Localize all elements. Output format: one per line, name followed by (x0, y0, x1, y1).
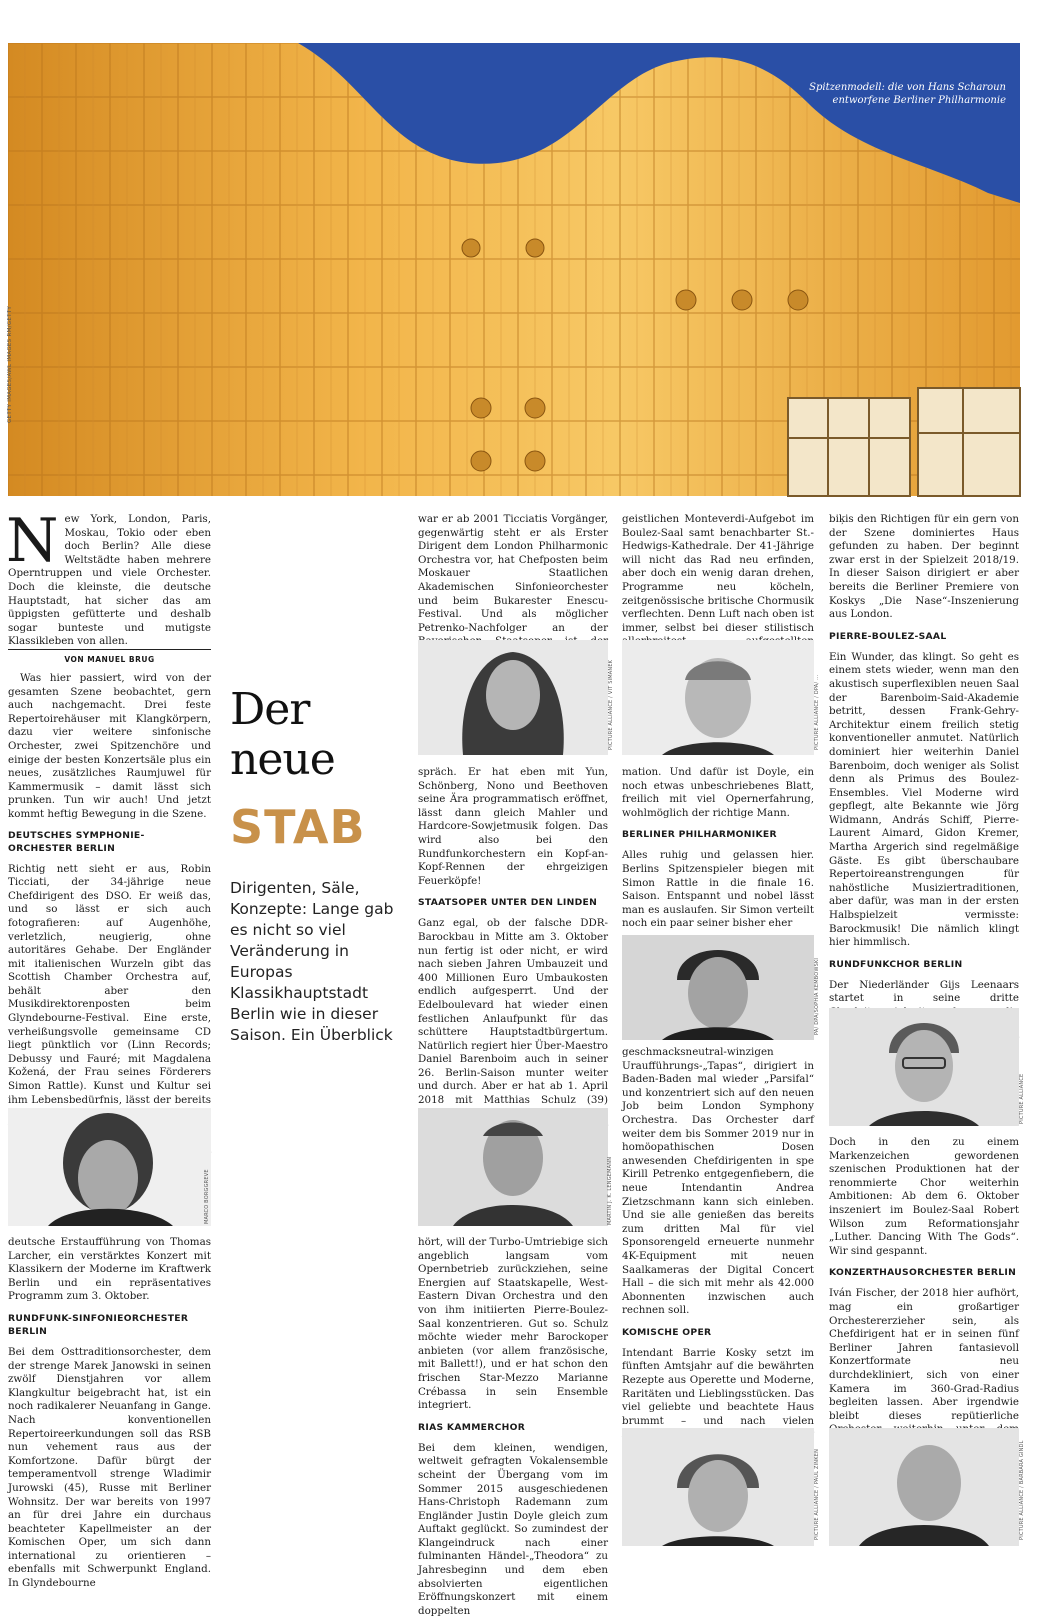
paragraph: Doch in den zu einem Markenzeichen gewordenen szenischen Produktionen hat der renommierte Chor weiterhin Ambitionen: Ab dem 6. Oktober inszeniert im Boulez-Saal Robert Wilson zum Reformationsjahr „Luther. Dancing With The Gods“. Wir sind gespannt. (829, 1136, 1019, 1257)
paragraph: Intendant Barrie Kosky setzt im fünften Amtsjahr auf die bewährten Rezepte aus Operette und Moderne, Raritäten und Lieblingsstücken. Das viel geliebte und beachtete Haus brummt – und nach vielen (622, 1346, 814, 1427)
credit-petrenko: PA/ DPA/SOPHIA KEMBOWSKI (814, 957, 820, 1035)
paragraph: Der Niederländer Gijs Leenaars startet in seine dritte (829, 978, 1019, 1005)
paragraph: Iván Fischer, der 2018 hier aufhört, mag ein großartiger Orchestererzieher sein, als Chefdirigent hat er in seinen fünf Berliner Jahren fantasievoll Konzertformate neu durchdekliniert, sich von einer Kamera im 360-Grad-Radius begleiten lassen. Aber irgendwie bleibt dieses repütierliche (829, 1287, 1019, 1422)
credit-eschenbach: PICTURE ALLIANCE / BARBARA GINDL (1019, 1440, 1025, 1540)
heading-rsb-2: BERLIN (8, 1325, 48, 1337)
paragraph: spräch. Er hat eben mit Yun, Schönberg, Nono und Beethoven seine Ära programmatisch eröffnet, lässt dann gleich Mahler und Hardcore-Sowjetmusik folgen. Das wird also bei den Rundfunkorchestern ein Kopf-an-Kopf-Rennen der ehrgeizigen Feuerköpfe! (418, 766, 608, 887)
paragraph: war er ab 2001 Ticciatis Vorgänger, gegenwärtig steht er als Erster Dirigent dem London Philharmonic Orchestra vor, hat Chefposten beim Moskauer Staatlichen Akademischen Sinfonieorchester und beim Bukarester Enescu-Festival. Und als möglicher Petrenko-Nachfolger an der (418, 513, 608, 634)
intro-text: ew York, London, Paris, Moskau, Tokio oder eben doch Berlin? Alle diese Weltstädte haben mehrere Operntruppen und viele Orchester. Doch die kleinste, die deutsche Hauptstadt, hat sicher das am üppigsten gefütterte und deshalb sogar bunteste und mutigste Klassikleben von allen. (8, 513, 211, 648)
byline-rule (8, 649, 211, 650)
windows (788, 388, 1020, 496)
byline: VON MANUEL BRUG (64, 655, 155, 664)
portrait-petrenko (622, 935, 814, 1040)
credit-leenaars: PICTURE ALLIANCE (1019, 1073, 1025, 1124)
column-1-body (8, 672, 211, 1175)
caption-line-1: Spitzenmodell: die von Hans Scharoun (809, 82, 1006, 93)
paragraph: Richtig nett sieht er aus, Robin Ticciati, der 34-jährige neue Chefdirigent des DSO. Er weiß das, und so lässt er sich auch fotografieren: auf Augenhöhe, verletzlich, neugierig, ohne autoritäres Gehabe. Der Engländer mit italienischen Wurzeln gibt das Scottish Chamber Orchestra auf, behält aber den Musikdirektorenposten beim Glyndebourne-Festival. Eine erste, verheißungsvolle gemeinsame CD liegt pünktlich vor (Linn Records; Debussy und Fauré; mit Magdalena Kožená, der Frau seines Förderers Simon Rattle). Kunst und Kultur sei ihm Lebensbedürfnis, lässt der bereits (8, 862, 211, 1106)
column-1-lower (8, 1236, 211, 1591)
dropcap: N (6, 506, 59, 576)
paragraph: Alles ruhig und gelassen hier. Berlins Spitzenspieler biegen mit Simon Rattle in die finale 16. Saison. Entspannt und nobel lässt man es auslaufen. Sir Simon verteilt noch ein paar seiner bisher eher (622, 849, 814, 930)
paragraph: geschmacksneutral-winzigen Uraufführungs-„Tapas“, dirigiert in Baden-Baden mal wieder „Parsifal“ und konzentriert sich auf den neuen Job beim London Symphony Orchestra. Das Orchester darf weiter dem bis Sommer 2019 nur in homöopathischen Dosen anwesenden Chefdirigenten in spe Kirill Petrenko entgegenfiebern, die neue Intendantin Andrea Zietzschmann kann sich einleben. Und sie alle genießen das bereits zum dritten Mal für viel Sponsorengeld erneuerte nunmehr 4K-Equipment mit neuen Saalkameras der Digital Concert Hall – die sich mit mehr als 42.000 Abonnenten inzwischen auch rechnen soll. (622, 1046, 814, 1317)
lead-text: Dirigenten, Säle, Konzepte: Lange gab es nicht so viel Veränderung in Europas Klassikhauptstadt Berlin wie in dieser Saison. Ein Überblick (230, 879, 394, 1044)
paragraph: Ganz egal, ob der falsche DDR-Barockbau in Mitte am 3. Oktober nun fertig ist oder nicht, er wird nach sieben Jahren Umbauzeit und 400 Millionen Euro Umbaukosten endlich aufgesperrt. Und der Edelboulevard hat wieder einen festlichen Anlaufpunkt für das schüttere Hauptstadtbürgertum. Natürlich regiert hier Über-Maestro Daniel Barenboim auch in seiner 26. Berlin-Saison munter weiter und durch. Aber er hat ab 1. April 2018 mit Matthias Schulz (39) (418, 917, 608, 1107)
heading-rsb-1: RUNDFUNK-SINFONIEORCHESTER (8, 1312, 189, 1324)
credit-schulz: MARTIN J. K. LENGEMANN (607, 1156, 613, 1225)
heading-konzerthaus: KONZERTHAUSORCHESTER BERLIN (829, 1267, 1017, 1279)
credit-doyle: PICTURE ALLIANCE / DPA/ ... (814, 674, 820, 750)
paragraph: Bei dem kleinen, wendigen, weltweit gefragten Vokalensemble scheint der Übergang vom im Sommer 2015 ausgeschiedenen Hans-Christoph Rademann zum Engländer Justin Doyle gleich zum Auftakt geglückt. So zumindest der Klangeindruck nach einer fulminanten Händel-„Theodora“ zu Jahresbeginn und dem eben absolvierten eigentlichen Eröffnungskonzert mit einem doppelten (418, 1441, 608, 1617)
heading-philharmoniker: BERLINER PHILHARMONIKER (622, 829, 777, 841)
column-2-lower (418, 1236, 608, 1618)
portrait-jurowski (418, 640, 608, 755)
intro-paragraph (6, 506, 211, 649)
heading-staatsoper: STAATSOPER UNTER DEN LINDEN (418, 897, 598, 909)
column-1 (6, 506, 211, 649)
portrait-leenaars (829, 1008, 1019, 1126)
paragraph: hört, will der Turbo-Umtriebige sich angeblich langsam vom Opernbetrieb zurückziehen, seine Energien auf Staatskapelle, West-Eastern Divan Orchestra und den von ihm initiierten Pierre-Boulez-Saal konzentrieren. Gut so. Schulz möchte wieder mehr Barockoper anbieten (vor allem französische, mit Ballett!), und er hat schon den frischen Star-Mezzo Marianne Crébassa in sein Ensemble integriert. (418, 1236, 608, 1412)
headline-line-1: Der (230, 684, 310, 735)
headline-accent: STAB (230, 800, 366, 854)
heading-dso-2: ORCHESTER BERLIN (8, 842, 116, 854)
portrait-eschenbach (829, 1428, 1019, 1546)
heading-rias: RIAS KAMMERCHOR (418, 1421, 526, 1433)
headline (230, 685, 335, 785)
portrait-ticciati (8, 1108, 211, 1226)
paragraph: deutsche Erstaufführung von Thomas Larcher, ein verstärktes Konzert mit Klassikern der Moderne im Kraftwerk Berlin und ein repräsentatives Programm zum 3. Oktober. (8, 1236, 211, 1303)
heading-dso-1: DEUTSCHES SYMPHONIE- (8, 829, 145, 841)
paragraph: Bei dem Osttraditionsorchester, dem der strenge Marek Janowski in seinen zwölf Dienstjahren vor allem Klangkultur beigebracht hat, ist ein noch radikalerer Neuanfang in Gange. Nach konventionellen Repertoireerkundungen soll das RSB nun vehement raus aus der Komfortzone. Dafür bürgt der temperamentvoll strenge Wladimir Jurowski (45), Russe mit Berliner Wohnsitz. Der war bereits von 1997 an für drei Jahre ein durchaus beachteter Kapellmeister an der Komischen Oper, um sich dann international zu orientieren – ebenfalls mit Schwerpunkt England. In Glyndebourne (8, 1345, 211, 1590)
paragraph: Ein Wunder, das klingt. So geht es einem stets wieder, wenn man den akustisch superflexiblen neuen Saal der Barenboim-Said-Akademie betritt, dessen Frank-Gehry-Architektur einem freilich stetig konventioneller anmutet. Natürlich dominiert hier weiterhin Daniel Barenboim, doch weniger als Solist denn als Primus des Boulez-Ensembles. Viel Moderne wird gepflegt, alte Bekannte wie Jörg Widmann, András Schiff, Pierre-Laurent Aimard, Gidon Kremer, Martha Argerich sind regelmäßige Gäste. Es gibt überschaubare Repertoireanstrengungen für nahöstliche Musiziertraditionen, aber dafür, was man in der ersten Halbspielzeit vermisste: Barockmusik! Die nämlich klingt hier himmlisch. (829, 650, 1019, 949)
credit-rubikis: PICTURE ALLIANCE / PAUL ZINKEN (814, 1448, 820, 1540)
paragraph: Was hier passiert, wird von der gesamten Szene beobachtet, gern auch nachgemacht. Drei feste Repertoirehäuser mit Klangkörpern, dazu vier weitere sinfonische Orchester, zwei Spitzenchöre und einige der besten Konzertsäle plus ein neues, zusätzliches Raumjuwel für Kammermusik – damit lässt sich prunken. Tun wir auch! Und jetzt kommt heftig Bewegung in die Szene. (8, 672, 211, 820)
paragraph: biķis den Richtigen für ein gern von der Szene dominiertes Haus gefunden zu haben. Der beginnt zwar erst in der Spielzeit 2018/19. In dieser Saison dirigiert er aber bereits die Berliner Premiere von Koskys „Die Nase“-Inszenierung aus London. (829, 513, 1019, 621)
photo-credit: GETTY IMAGES/AWL IMAGES RM/GETTY (7, 305, 13, 423)
heading-boulez-saal: PIERRE-BOULEZ-SAAL (829, 630, 947, 642)
paragraph: geistlichen Monteverdi-Aufgebot im Boulez-Saal samt benachbarter St.-Hedwigs-Kathedrale. Der 41-Jährige will nicht das Rad neu erfinden, aber doch ein wenig daran drehen, Programme neu köcheln, zeitgenössische britische Chormusik verflechten. Denn Luft nach oben ist immer, selbst bei dieser stilistisch (622, 513, 814, 634)
credit-jurowski: PICTURE ALLIANCE / VIT SIMANEK (608, 659, 614, 750)
portrait-schulz (418, 1108, 608, 1226)
paragraph: mation. Und dafür ist Doyle, ein noch etwas unbeschriebenes Blatt, freilich mit viel Opernerfahrung, wohlmöglich der richtige Mann. (622, 766, 814, 819)
photo-caption (809, 81, 1006, 107)
caption-line-2: entworfene Berliner Philharmonie (832, 95, 1006, 106)
portrait-doyle (622, 640, 814, 755)
heading-rundfunkchor: RUNDFUNKCHOR BERLIN (829, 958, 963, 970)
portrait-rubikis (622, 1428, 814, 1546)
heading-komische-oper: KOMISCHE OPER (622, 1326, 712, 1338)
headline-line-2: neue (230, 734, 335, 785)
credit-ticciati: MARCO BORGGREVE (204, 1169, 210, 1224)
hero-photo-philharmonie (8, 43, 1020, 496)
column-3-mid (622, 766, 814, 931)
